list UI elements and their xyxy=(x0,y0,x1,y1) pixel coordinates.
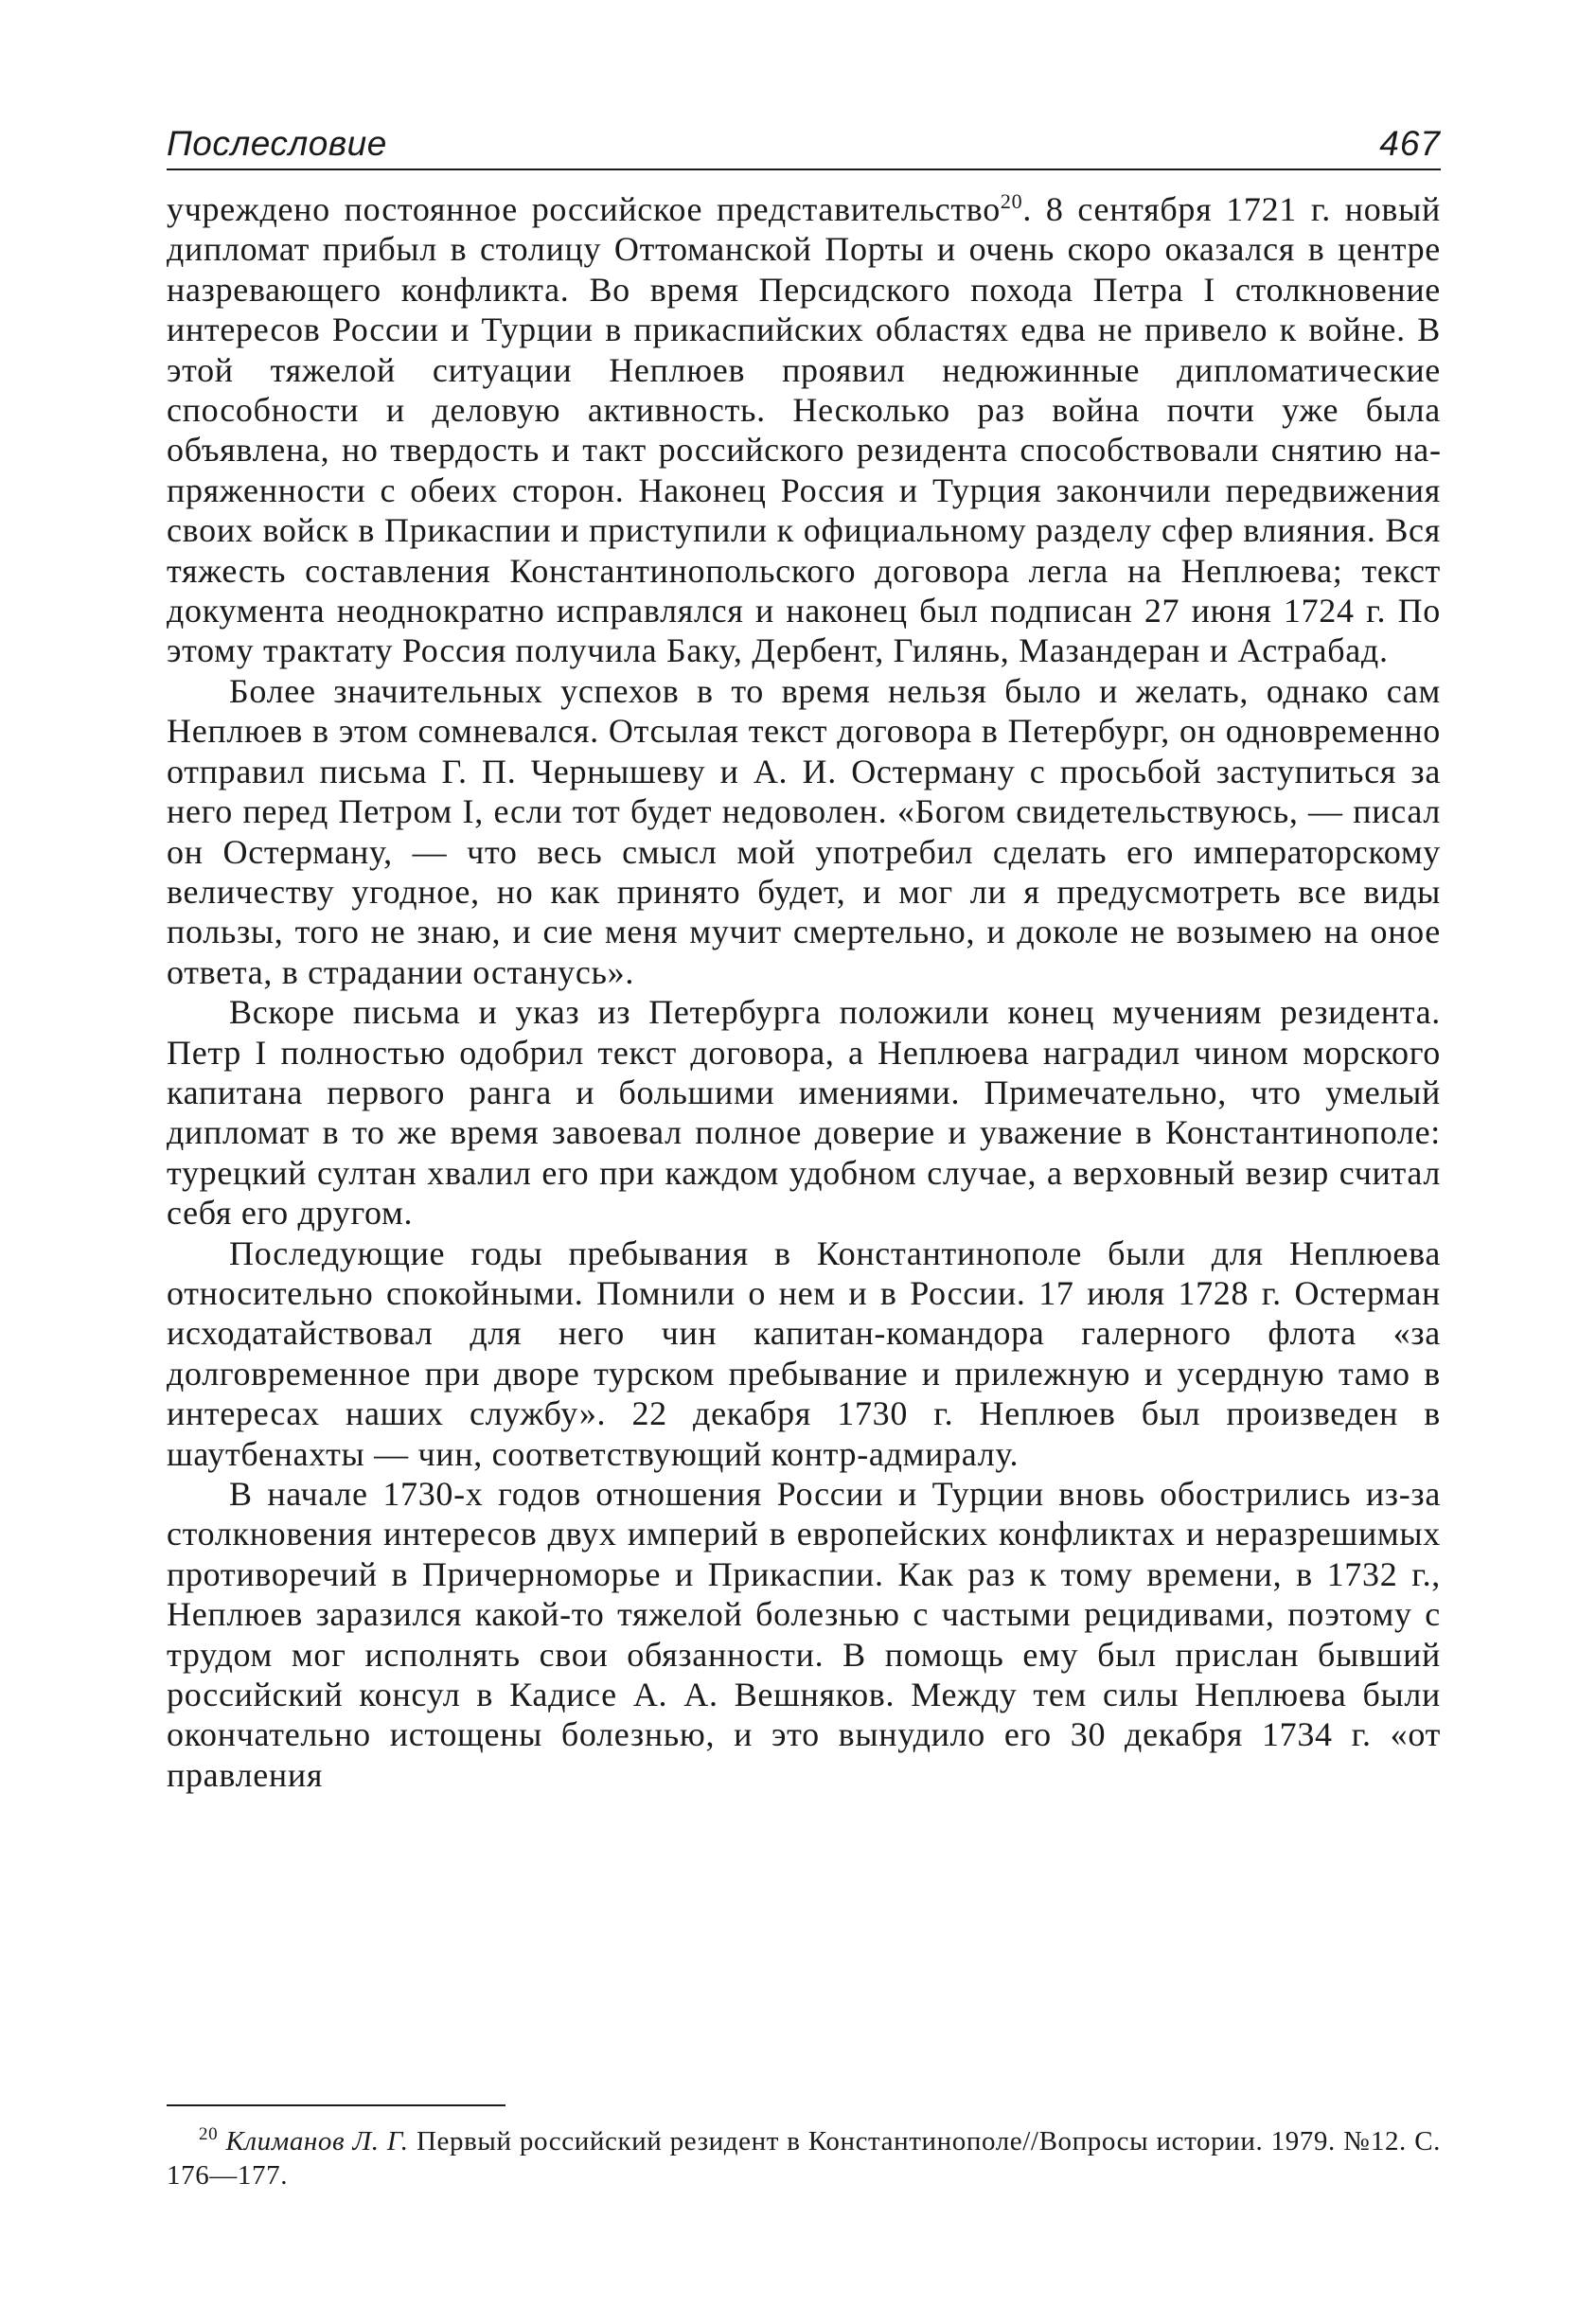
footnote-divider xyxy=(167,2104,505,2106)
paragraph-4: Последующие годы пребывания в Константинополе были для Неплюева относительно спокойными. Помнили о нем и в России. 17 июля 1728 г. Остерман исходатайствовал для него чин капитан-командора галерного флота «за долговременное при дворе турском пребывание и прилежную и усердную тамо в интересах наших службу». 22 декабря 1730 г. Неплюев был произведен в шаутбенахты — чин, соответствующий контр-адмиралу. xyxy=(167,1233,1441,1473)
chapter-title: Послесловие xyxy=(167,124,387,163)
paragraph-1-start: учреждено постоянное российское представительство xyxy=(167,190,1001,228)
footnote-20: 20 Климанов Л. Г. Первый российский резидент в Константинополе//Вопросы истории. 1979. №12. С. 176—177. xyxy=(167,2124,1441,2191)
footnote-text: Первый российский резидент в Константинополе//Вопросы истории. 1979. №12. С. 176—177. xyxy=(167,2126,1441,2191)
paragraph-1 xyxy=(167,189,1441,671)
main-text xyxy=(167,189,1441,1795)
book-page xyxy=(167,123,1441,1795)
paragraph-1-rest: . 8 сентября 1721 г. новый дипломат прибыл в столицу Оттоманской Порты и очень скоро оказался в центре назревающего конфликта. Во время Персидского похода Петра I столкновение интересов России и Турции в прикаспийских областях едва не привело к войне. В этой тяжелой ситуации Неплюев проявил недюжинные дипломатические способности и деловую активность. Несколько раз война почти уже была объявлена, но твердость и такт российского резидента способствовали снятию напряженности с обеих сторон. Наконец Россия и Турция закончили передвижения своих войск в Прикаспии и приступили к официальному разделу сфер влияния. Вся тяжесть составления Константинопольского договора легла на Неплюева; текст документа неоднократно исправлялся и наконец был подписан 27 июня 1724 г. По этому трактату Россия получила Баку, Дербент, Гилянь, Мазандеран и Астрабад. xyxy=(167,190,1441,670)
footnote-ref-20: 20 xyxy=(1000,189,1023,213)
paragraph-5: В начале 1730-х годов отношения России и Турции вновь обострились из-за столкновения интересов двух империй в европейских конфликтах и неразрешимых противоречий в Причерноморье и Прикаспии. Как раз к тому времени, в 1732 г., Неплюев заразился какой-то тяжелой болезнью с частыми рецидивами, поэтому с трудом мог исполнять свои обязанности. В помощь ему был прислан бывший российский консул в Кадисе А. А. Вешняков. Между тем силы Неплюева были окончательно истощены болезнью, и это вынудило его 30 декабря 1734 г. «от правления xyxy=(167,1475,1441,1794)
footnote-author: Климанов Л. Г. xyxy=(225,2126,409,2156)
paragraph-2: Более значительных успехов в то время нельзя было и желать, однако сам Неплюев в этом сомневался. Отсылая текст договора в Петербург, он одновременно отправил письма Г. П. Чернышеву и А. И. Остерману с просьбой заступиться за него перед Петром I, если тот будет недоволен. «Богом свидетельствуюсь, — писал он Остерману, — что весь смысл мой употребил сделать его императорскому величеству угодное, но как принято будет, и мог ли я предусмотреть все виды пользы, того не знаю, и сие меня мучит смертельно, и доколе не возымею на оное ответа, в страдании останусь». xyxy=(167,671,1441,991)
paragraph-3: Вскоре письма и указ из Петербурга положили конец мучениям резидента. Петр I полностью одобрил текст договора, а Неплюева наградил чином морского капитана первого ранга и большими имениями. Примечательно, что умелый дипломат в то же время завоевал полное доверие и уважение в Константинополе: турецкий султан хвалил его при каждом удобном случае, а верховный везир считал себя его другом. xyxy=(167,993,1441,1233)
running-header xyxy=(167,123,1441,170)
page-number: 467 xyxy=(1379,124,1441,163)
